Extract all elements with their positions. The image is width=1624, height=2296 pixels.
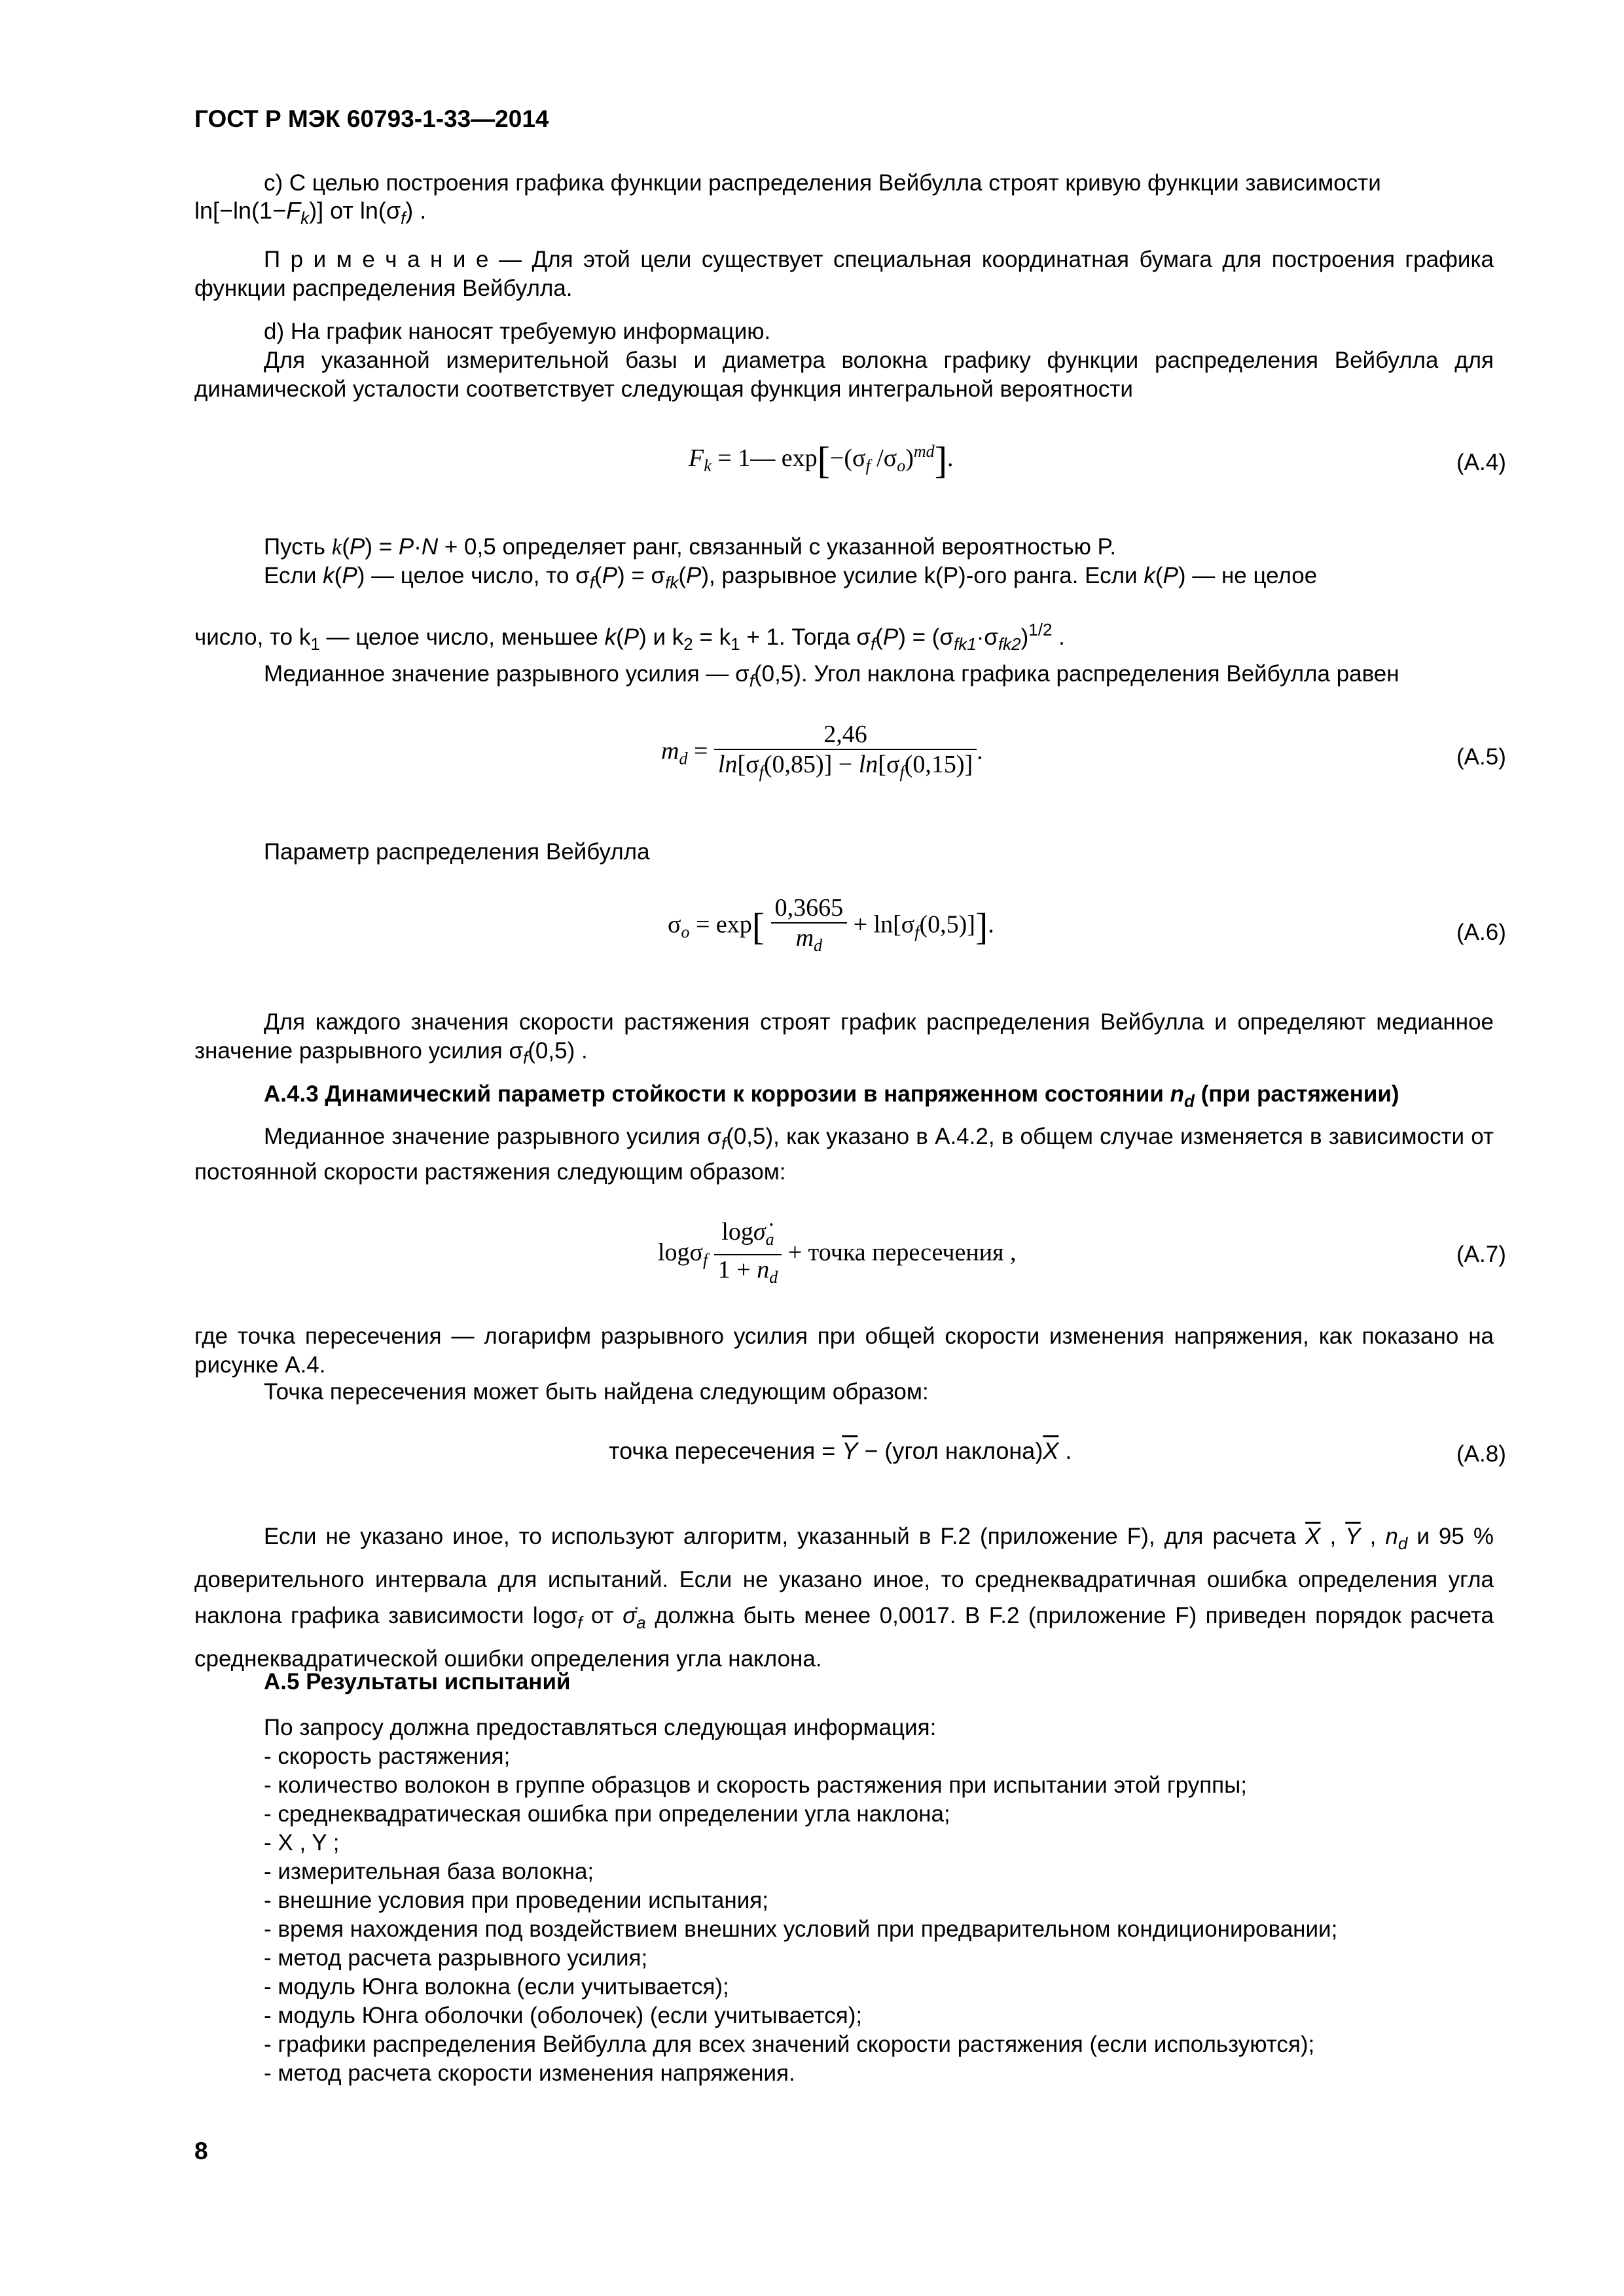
nint-5: + 1. Тогда: [746, 624, 850, 650]
paragraph-non-integer: число, то $k_1$ — целое число, меньшее k(P) и $k_2 = k_1 + 1$. Тогда $\sigma_f(P) = (\sigma_{fk1}\cdot\sigma_{fk2})^{1/2}$ .: [194, 620, 1065, 654]
paragraph-rank: Пусть k(P) = P·N + 0,5 определяет ранг, связанный с указанной вероятностью P.: [264, 534, 1117, 560]
nint-2: — целое число, меньшее: [326, 624, 598, 650]
list-item: - X , Y ;: [264, 1830, 340, 1856]
equation-a7-fraction: $\frac{\log\sigmȧ_a}{1 + n_d}$: [714, 1217, 782, 1292]
list-item: - количество волокон в группе образцов и скорость растяжения при испытании этой группы;: [264, 1772, 1247, 1798]
rank-pre: Пусть: [264, 534, 326, 560]
a43-title: A.4.3 Динамический параметр стойкости к коррозии в напряженном состоянии: [264, 1081, 1164, 1107]
paragraph-a43: Медианное значение разрывного усилия $\sigma_f(0,5)$, как указано в А.4.2, в общем случае изменяется в зависимости от постоянной скорости растяжения следующим образом:: [194, 1124, 1494, 1185]
list-item: - метод расчета скорости изменения напряжения.: [264, 2060, 795, 2086]
ot-word: от: [330, 197, 353, 224]
a43-p1: Медианное значение разрывного усилия: [264, 1124, 701, 1149]
equation-a8-number: (A.8): [1456, 1441, 1506, 1467]
equation-a6-number: (A.6): [1456, 920, 1506, 945]
paragraph-point: Точка пересечения может быть найдена следующим образом:: [264, 1379, 929, 1405]
a43-tail: (при растяжении): [1200, 1081, 1399, 1107]
if-4: — не целое: [1192, 563, 1318, 588]
note-text: — Для этой цели существует специальная координатная бумага для построения графика функции распределения Вейбулла.: [194, 247, 1494, 301]
paragraph-if: Если k(P) — целое число, то $\sigma_f(P) = \sigma_{fk}(P)$, разрывное усилие k(P)-ого ранга. Если k(P) — не целое: [264, 563, 1318, 592]
equation-a5-number: (A.5): [1456, 744, 1506, 770]
list-item: - модуль Юнга оболочки (оболочек) (если учитывается);: [264, 2003, 863, 2028]
paragraph-algorithm: Если не указано иное, то используют алгоритм, указанный в F.2 (приложение F), для расчета $\overline{X}$ , $\overline{Y}$ , $n_d$ и 95 % доверительного интервала для испытаний. Если не указано иное, то среднеквадратичная ошибка определения угла наклона графика зависимости logσ$_f$ от $\sigmȧ_a$ должна быть менее 0,0017. В F.2 (приложение F) приведен порядок расчета среднеквадратической ошибки определения угла наклона.: [194, 1524, 1494, 1672]
paragraph-weibull: Для указанной измерительной базы и диаметра волокна графику функции распределения Вейбулла для динамической усталости соответствует следующая функция интегральной вероятности: [194, 348, 1494, 402]
list-item: - метод расчета разрывного усилия;: [264, 1945, 648, 1971]
paragraph-median: Медианное значение разрывного усилия — $\sigma_f(0,5)$. Угол наклона графика распределения Вейбулла равен: [264, 661, 1399, 691]
if-2: — целое число, то: [371, 563, 569, 588]
paragraph-a5-intro: По запросу должна предоставляться следующая информация:: [264, 1715, 937, 1740]
note: [194, 245, 1494, 303]
section-a5-title: A.5 Результаты испытаний: [264, 1669, 571, 1695]
equation-a7-number: (A.7): [1456, 1242, 1506, 1267]
paragraph-c-text: c) С целью построения графика функции распределения Вейбулла строят кривую функции зависимости: [264, 170, 1381, 196]
note-label: П р и м е ч а н и е: [264, 247, 489, 272]
algo-3: от: [590, 1603, 614, 1628]
equation-a4: $F_k$ = 1— $\exp[-(\sigma_f$ $/\sigma_o)^{md}$].: [689, 439, 954, 482]
list-item: - внешние условия при проведении испытания;: [264, 1888, 768, 1913]
paragraph-c: [194, 169, 1494, 198]
equation-a8: точка пересечения = $\overline{Y}$ − (угол $наклона)\overline{X}$ .: [609, 1437, 1072, 1464]
equation-a6: $\sigma_o = \exp$[ $\frac{0,3665}{m_d}$ + $\ln[\sigma_f(0,5)]$].: [668, 893, 994, 960]
list-item: - скорость растяжения;: [264, 1744, 511, 1769]
list-item: - время нахождения под воздействием внешних условий при предварительном кондиционировании;: [264, 1916, 1338, 1942]
page-number: 8: [194, 2138, 208, 2164]
paragraph-param: Параметр распределения Вейбулла: [264, 839, 650, 865]
if-3: , разрывное усилие k(P)-ого ранга. Если: [709, 563, 1138, 588]
equation-a7: logσ$_f$ $\frac{\log\sigmȧ_a}{1 + n_d}$ + точка пересечения ,: [658, 1217, 1017, 1292]
list-item: - измерительная база волокна;: [264, 1859, 594, 1884]
section-a43-title: A.4.3 Динамический параметр стойкости к коррозии в напряженном состоянии $n_d$ (при растяжении): [264, 1081, 1399, 1111]
each-text: Для каждого значения скорости растяжения строят график распределения Вейбулла и определяют медианное значение разрывного усилия: [194, 1009, 1494, 1064]
algo-2: и 95 % доверительного интервала для испытаний. Если не указано иное, то среднеквадратичная ошибка определения угла наклона графика зависимости: [194, 1524, 1494, 1628]
if-1: Если: [264, 563, 317, 588]
equation-a8-lhs: точка пересечения: [609, 1437, 816, 1464]
median-2: . Угол наклона графика распределения Вейбулла равен: [801, 661, 1399, 687]
nint-1: число, то k: [194, 624, 311, 650]
list-item: - среднеквадратическая ошибка при определении угла наклона;: [264, 1801, 950, 1827]
a43-p2: , как указано в А.4.2, в общем случае изменяется в зависимости от постоянной скорости растяжения следующим образом:: [194, 1124, 1494, 1185]
rank-post: определяет ранг, связанный с указанной вероятностью P.: [502, 534, 1117, 560]
equation-a7-tail: + точка пересечения ,: [787, 1238, 1017, 1266]
paragraph-where: где точка пересечения — логарифм разрывного усилия при общей скорости изменения напряжения, как показано на рисунке А.4.: [194, 1323, 1494, 1378]
equation-a4-number: (A.4): [1456, 450, 1506, 475]
equation-a5-fraction: $\frac{2,46}{\ln[\sigma_f(0,85)] - \ln[\sigma_f(0,15)]}$: [714, 720, 977, 787]
nint-4: = k: [699, 624, 731, 650]
nint-3: и k: [653, 624, 684, 650]
equation-a5: $m_d$ = $\frac{2,46}{\ln[\sigma_f(0,85)] - \ln[\sigma_f(0,15)]}$ .: [661, 720, 983, 787]
equation-a6-fraction: $\frac{0,3665}{m_d}$: [771, 893, 848, 960]
list-item: - графики распределения Вейбулла для всех значений скорости растяжения (если используются);: [264, 2032, 1315, 2057]
algo-1: Если не указано иное, то используют алгоритм, указанный в F.2 (приложение F), для расчета: [264, 1524, 1297, 1549]
equation-a8-mid: угол наклона: [892, 1437, 1036, 1464]
formula-ln-ln: $\ln[-\ln(1-F_k)]$ от $\ln(\sigma_f)$ .: [194, 197, 427, 228]
algo-4: должна быть менее 0,0017. В F.2 (приложение F) приведен порядок расчета среднеквадратической ошибки определения угла наклона.: [194, 1603, 1494, 1672]
page-header: ГОСТ Р МЭК 60793-1-33—2014: [194, 105, 549, 132]
paragraph-d: d) На график наносят требуемую информацию.: [264, 319, 771, 344]
paragraph-each: Для каждого значения скорости растяжения строят график распределения Вейбулла и определяют медианное значение разрывного усилия $\sigma_f(0,5)$ .: [194, 1009, 1494, 1067]
median-1: Медианное значение разрывного усилия —: [264, 661, 729, 687]
list-item: - модуль Юнга волокна (если учитывается);: [264, 1974, 729, 2000]
